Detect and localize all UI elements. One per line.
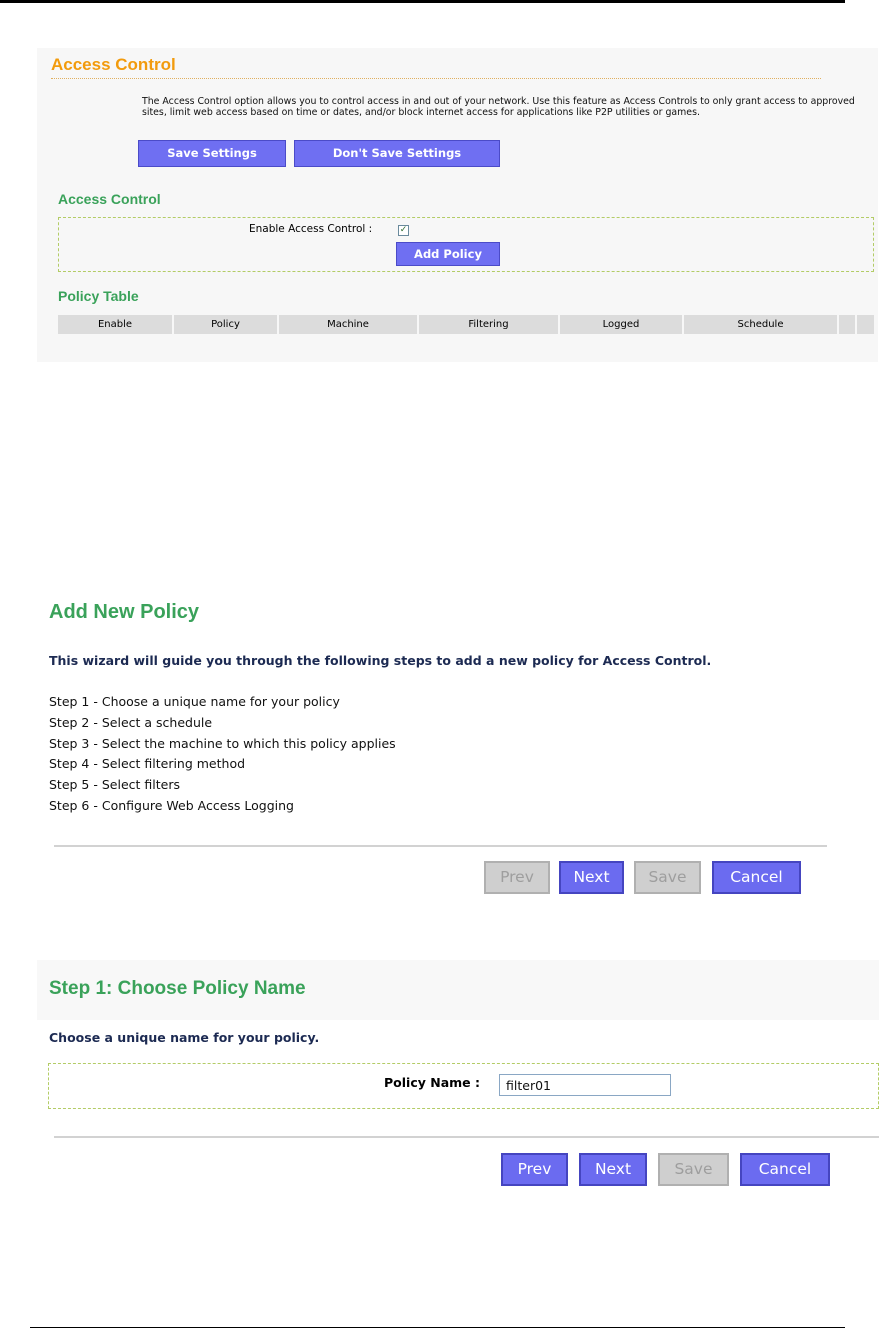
- wizard-step-item: Step 2 - Select a schedule: [49, 714, 213, 730]
- step1-divider: [54, 1136, 879, 1138]
- prev-button[interactable]: Prev: [484, 861, 550, 894]
- policy-table-title: Policy Table: [58, 288, 139, 304]
- policy-name-label: Policy Name :: [384, 1075, 480, 1090]
- access-control-page-title: Access Control: [51, 55, 176, 74]
- add-policy-button[interactable]: Add Policy: [396, 242, 500, 266]
- wizard-step-item: Step 3 - Select the machine to which this policy applies: [49, 735, 396, 751]
- enable-access-control-checkbox[interactable]: ✓: [399, 225, 408, 235]
- policy-table-header: [58, 315, 874, 334]
- cancel-button[interactable]: Cancel: [740, 1153, 830, 1186]
- save-settings-button[interactable]: Save Settings: [138, 140, 286, 167]
- column-header-delete: [857, 315, 874, 334]
- page-top-rule: [0, 0, 845, 3]
- page-bottom-rule: [30, 1327, 845, 1328]
- access-control-description: The Access Control option allows you to control access in and out of your network. Use this feature as Access Controls to only grant access to approved sites, limit web access based on time or dates, and/or block internet access for applications like P2P utilities or games.: [142, 96, 855, 118]
- step1-title: Step 1: Choose Policy Name: [49, 978, 306, 999]
- wizard-divider: [54, 845, 827, 847]
- access-control-screenshot: [37, 48, 878, 362]
- dont-save-settings-button[interactable]: Don't Save Settings: [294, 140, 500, 167]
- column-header-schedule: Schedule: [684, 315, 837, 334]
- policy-name-input[interactable]: [499, 1074, 671, 1096]
- wizard-steps-list: [49, 692, 396, 817]
- step1-screenshot: [37, 960, 879, 1200]
- column-header-policy: Policy: [174, 315, 277, 334]
- add-new-policy-screenshot: [37, 588, 879, 898]
- column-header-filtering: Filtering: [419, 315, 558, 334]
- save-button[interactable]: Save: [658, 1153, 729, 1186]
- wizard-step-item: Step 6 - Configure Web Access Logging: [49, 797, 294, 813]
- next-button[interactable]: Next: [579, 1153, 647, 1186]
- column-header-enable: Enable: [58, 315, 172, 334]
- column-header-machine: Machine: [279, 315, 417, 334]
- access-control-section-title: Access Control: [58, 191, 161, 207]
- wizard-step-item: Step 5 - Select filters: [49, 777, 180, 793]
- step1-intro-text: Choose a unique name for your policy.: [49, 1030, 320, 1045]
- enable-access-control-label: Enable Access Control :: [249, 223, 373, 235]
- next-button[interactable]: Next: [559, 861, 624, 894]
- save-button[interactable]: Save: [634, 861, 701, 894]
- wizard-step-item: Step 4 - Select filtering method: [49, 756, 246, 772]
- column-header-edit: [839, 315, 855, 334]
- title-divider: [51, 78, 821, 79]
- column-header-logged: Logged: [560, 315, 682, 334]
- cancel-button[interactable]: Cancel: [712, 861, 801, 894]
- wizard-intro-text: This wizard will guide you through the following steps to add a new policy for Access Control.: [49, 653, 712, 668]
- prev-button[interactable]: Prev: [501, 1153, 568, 1186]
- add-new-policy-title: Add New Policy: [49, 601, 200, 623]
- wizard-step-item: Step 1 - Choose a unique name for your policy: [49, 694, 340, 709]
